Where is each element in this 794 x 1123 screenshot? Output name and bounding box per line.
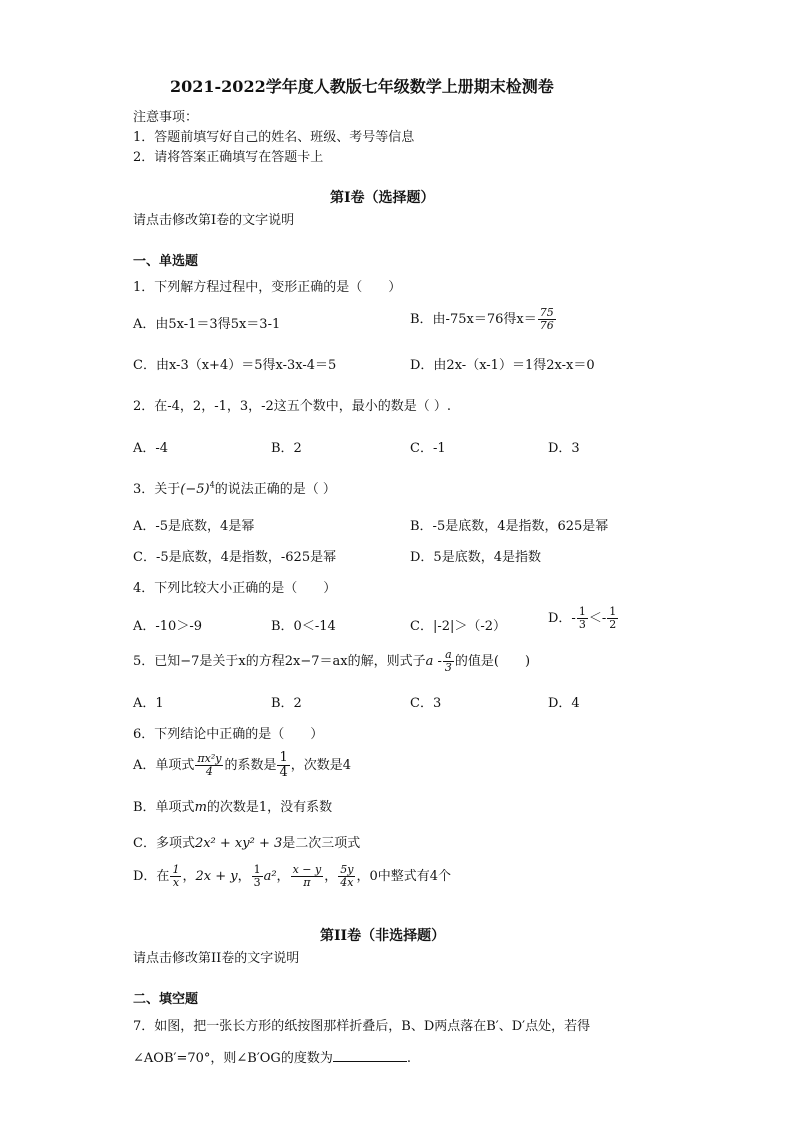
option-c-text: C．多项式	[133, 836, 195, 851]
option-a-text: A．单项式	[133, 758, 195, 773]
option-c-text: 是二次三项式	[282, 836, 361, 851]
math-expr: (−5)	[180, 482, 210, 497]
question-stem	[133, 478, 336, 497]
option-a	[133, 751, 351, 780]
fraction	[195, 753, 223, 778]
option-c: C．|-2|＞（-2）	[410, 619, 507, 634]
section1-heading: 一、单选题	[133, 254, 199, 269]
option-b	[410, 307, 557, 332]
fraction-num: 1	[279, 750, 288, 765]
option-d: D．由2x-（x-1）＝1得2x-x＝0	[410, 358, 595, 373]
answer-blank[interactable]	[333, 1049, 407, 1062]
separator: ，	[276, 869, 290, 884]
option-b: B．0＜-14	[271, 619, 336, 634]
option-c	[133, 832, 360, 851]
separator: ，	[182, 869, 196, 884]
part1-title: 第I卷（选择题）	[330, 190, 435, 206]
option-a-text: 的系数是	[224, 758, 277, 773]
fraction-num: 5y	[340, 863, 354, 876]
option-d: D．3	[548, 441, 580, 456]
fraction-num: x − y	[292, 863, 322, 876]
stem-text: 的值是( )	[454, 654, 531, 669]
part1-desc: 请点击修改第I卷的文字说明	[133, 213, 295, 228]
option-b-text: B．单项式	[133, 800, 195, 815]
question-stem: 4．下列比较大小正确的是（ ）	[133, 581, 337, 596]
option-b-text: B．由-75x＝76得x＝	[410, 312, 537, 327]
fraction-den: 4	[205, 765, 213, 778]
question-stem: 6．下列结论中正确的是（ ）	[133, 727, 324, 742]
fraction-num: πx²y	[197, 752, 222, 765]
option-b: B．2	[271, 696, 302, 711]
stem-text: ∠AOB′=70°，则∠B′OG的度数为	[133, 1051, 333, 1066]
notes-item: 1．答题前填写好自己的姓名、班级、考号等信息	[133, 130, 415, 145]
option-a-text: ，次数是4	[290, 758, 352, 773]
section2-heading: 二、填空题	[133, 992, 199, 1007]
stem-text: 的说法正确的是（ ）	[214, 482, 336, 497]
option-c: C．由x-3（x+4）＝5得x-3x-4＝5	[133, 358, 337, 373]
fraction	[277, 751, 289, 780]
separator: ，	[324, 869, 338, 884]
fraction-den: 3	[578, 618, 586, 631]
math-expr: m	[194, 800, 207, 815]
fraction-den: 4	[279, 765, 288, 780]
fraction-den: 3	[253, 876, 261, 889]
fraction-den: 4x	[340, 876, 354, 889]
option-c: C．-1	[410, 441, 446, 456]
fraction	[291, 864, 324, 889]
option-a: A．-4	[133, 441, 169, 456]
fraction	[338, 864, 355, 889]
question-stem: 7．如图，把一张长方形的纸按图那样折叠后，B、D两点落在B′、D′点处，若得	[133, 1019, 591, 1034]
option-d-text: ，0中整式有4个	[356, 869, 451, 884]
math-expr: 2x² + xy² + 3	[194, 836, 283, 851]
fraction-num: 1	[172, 863, 180, 876]
option-b	[133, 796, 332, 815]
notes-heading: 注意事项：	[133, 110, 199, 125]
option-b-text: 的次数是1，没有系数	[206, 800, 333, 815]
stem-text: 3．关于	[133, 482, 181, 497]
fraction	[443, 649, 454, 674]
stem-text: .	[406, 1051, 411, 1066]
question-stem	[133, 649, 530, 674]
separator: ，	[237, 869, 251, 884]
fraction-den: 2	[609, 618, 617, 631]
option-b: B．2	[271, 441, 302, 456]
option-a: A．由5x-1＝3得5x＝3-1	[133, 317, 281, 332]
fraction-num: a	[445, 648, 452, 661]
option-d: D．5是底数，4是指数	[410, 550, 541, 565]
math-expr: 2x + y	[195, 869, 238, 884]
fraction	[538, 307, 556, 332]
fraction-den: 3	[444, 661, 452, 674]
part2-desc: 请点击修改第II卷的文字说明	[133, 951, 300, 966]
option-d-text: D．在	[133, 869, 170, 884]
exponent: 4	[209, 480, 215, 490]
notes-item: 2．请将答案正确填写在答题卡上	[133, 150, 324, 165]
stem-text: 5．已知−7是关于x的方程2x−7＝ax的解，则式子	[133, 654, 426, 669]
fraction-den: x	[172, 876, 180, 889]
page-title: 2021-2022学年度人教版七年级数学上册期末检测卷	[170, 77, 554, 96]
option-d: D．4	[548, 696, 580, 711]
option-d	[133, 864, 451, 889]
math-expr: a -	[425, 654, 442, 669]
fraction	[577, 606, 588, 631]
fraction-num: 1	[253, 863, 261, 876]
option-d	[548, 606, 619, 631]
fraction	[170, 864, 181, 889]
fraction-den: π	[303, 876, 311, 889]
option-a: A．-5是底数，4是幂	[133, 519, 255, 534]
option-c: C．3	[410, 696, 442, 711]
question-stem: 2．在-4，2，-1，3，-2这五个数中，最小的数是（ ）.	[133, 399, 452, 414]
math-expr: a²	[263, 869, 277, 884]
option-c: C．-5是底数，4是指数，-625是幂	[133, 550, 337, 565]
fraction-num: 1	[609, 605, 617, 618]
fraction	[607, 606, 618, 631]
option-b: B．-5是底数，4是指数，625是幂	[410, 519, 609, 534]
fraction	[252, 864, 263, 889]
option-d-text: ＜-	[588, 611, 607, 626]
option-a: A．1	[133, 696, 164, 711]
fraction-den: 76	[539, 319, 554, 332]
fraction-num: 1	[578, 605, 586, 618]
question-stem: 1．下列解方程过程中，变形正确的是（ ）	[133, 280, 402, 295]
part2-title: 第II卷（非选择题）	[320, 928, 446, 944]
fraction-num: 75	[539, 306, 554, 319]
option-d-text: D．-	[548, 611, 576, 626]
option-a: A．-10＞-9	[133, 619, 202, 634]
question-stem-line2	[133, 1047, 411, 1066]
